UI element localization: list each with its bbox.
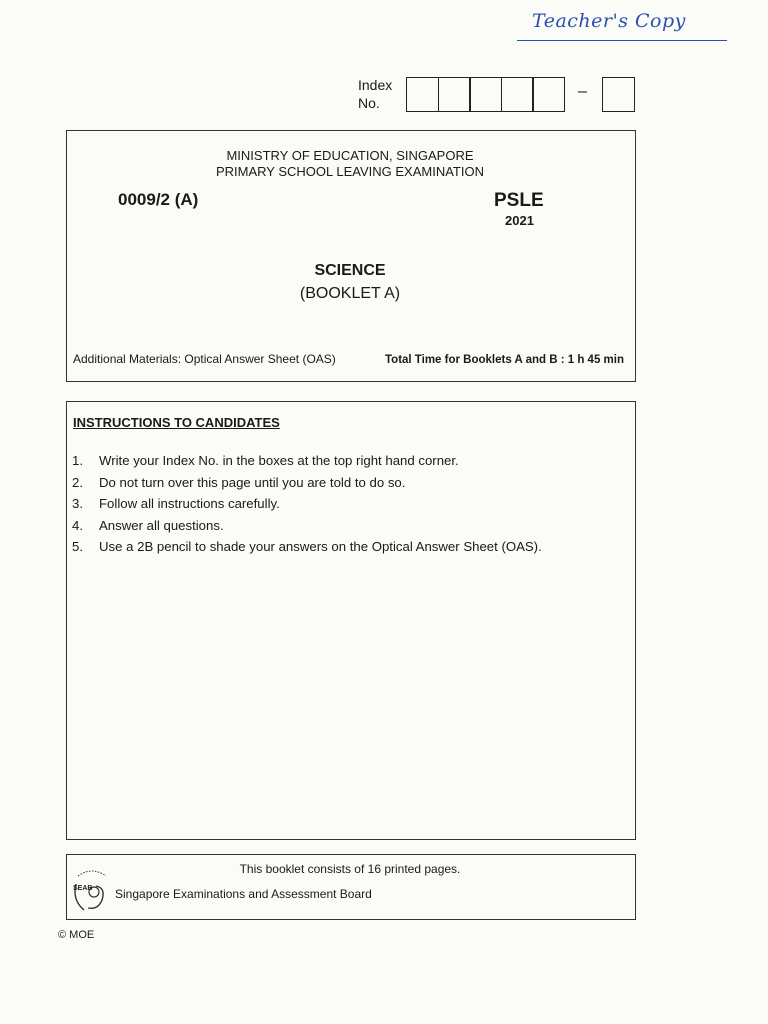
instructions-title: INSTRUCTIONS TO CANDIDATES — [73, 415, 280, 430]
index-label-line2: No. — [358, 95, 380, 111]
copyright: © MOE — [58, 929, 95, 941]
paper-code: 0009/2 (A) — [118, 190, 199, 209]
instruction-item — [72, 539, 542, 561]
instruction-text: Follow all instructions carefully. — [99, 496, 280, 512]
ministry-heading — [66, 148, 634, 180]
instruction-item — [72, 496, 542, 518]
instruction-number: 5. — [72, 539, 83, 555]
exam-short-name: PSLE — [494, 190, 544, 211]
total-time: Total Time for Booklets A and B : 1 h 45 min — [385, 354, 624, 366]
instruction-item — [72, 518, 542, 540]
additional-materials: Additional Materials: Optical Answer Sheet (OAS) — [73, 352, 336, 366]
seab-logo-text: SEAB — [73, 885, 93, 892]
subject-title: SCIENCE — [314, 262, 386, 279]
index-box-4[interactable] — [501, 77, 534, 112]
exam-name: PRIMARY SCHOOL LEAVING EXAMINATION — [215, 164, 484, 179]
instructions-list — [72, 453, 542, 561]
index-label — [358, 76, 392, 112]
seab-logo-icon — [70, 866, 114, 914]
exam-year: 2021 — [505, 213, 534, 228]
ministry-name: MINISTRY OF EDUCATION, SINGAPORE — [226, 148, 474, 163]
index-box-3[interactable] — [469, 77, 502, 112]
index-dash: – — [578, 83, 587, 100]
index-label-line1: Index — [358, 77, 393, 93]
instruction-number: 3. — [72, 496, 83, 512]
index-box-5[interactable] — [532, 77, 565, 112]
board-name: Singapore Examinations and Assessment Board — [115, 887, 372, 901]
instruction-text: Answer all questions. — [99, 517, 224, 533]
index-box-6[interactable] — [602, 77, 635, 112]
handwritten-underline — [517, 40, 727, 41]
instruction-number: 1. — [72, 453, 83, 468]
instruction-number: 2. — [72, 474, 83, 490]
index-box-1[interactable] — [406, 77, 439, 112]
booklet-label: (BOOKLET A) — [299, 285, 401, 302]
instruction-item — [72, 453, 542, 475]
index-number-boxes — [406, 77, 564, 112]
instruction-number: 4. — [72, 517, 83, 533]
page-count: This booklet consists of 16 printed pages. — [239, 862, 461, 876]
instruction-text: Do not turn over this page until you are told to do so. — [99, 474, 406, 490]
index-box-2[interactable] — [438, 77, 471, 112]
instruction-text: Write your Index No. in the boxes at the top right hand corner. — [99, 453, 459, 468]
instruction-text: Use a 2B pencil to shade your answers on the Optical Answer Sheet (OAS). — [99, 539, 542, 555]
instruction-item — [72, 475, 542, 497]
handwritten-teacher-note: Teacher's Copy — [532, 10, 686, 32]
